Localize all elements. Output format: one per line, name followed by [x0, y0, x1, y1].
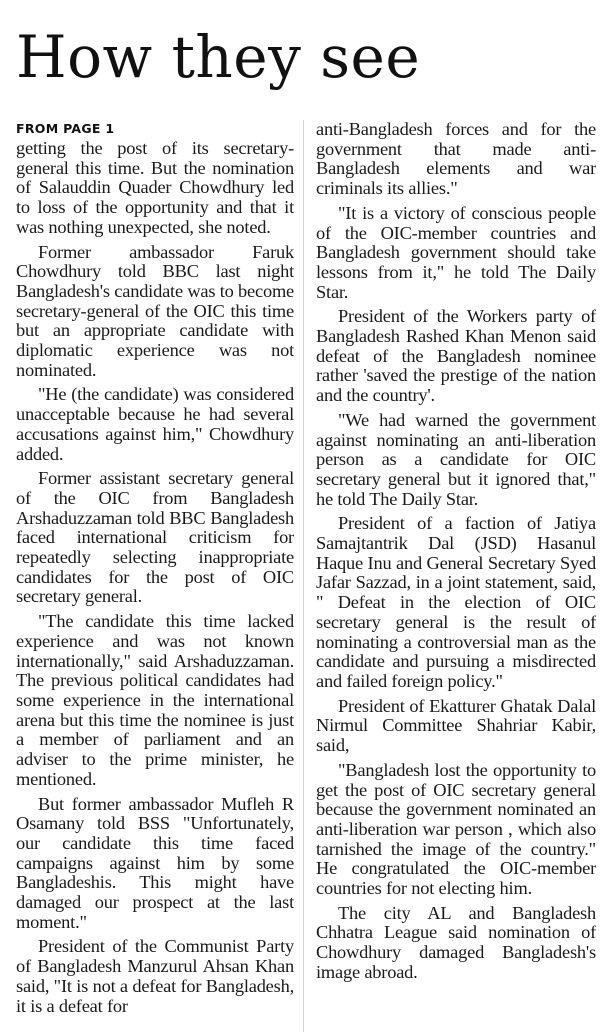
- article-paragraph: "Bangladesh lost the opportunity to get the post of OIC secretary general because the government nominated an anti-liberation war person , which also tarnished the image of the country." He congratulated the OIC-member countries for not electing him.: [316, 759, 596, 899]
- column-divider: [303, 120, 304, 1032]
- article-column-left: [16, 120, 294, 1032]
- headline: How they see: [16, 23, 421, 91]
- article-paragraph: getting the post of its secretary-general this time. But the nomination of Salauddin Quader Chowdhury led to loss of the opportunity and that it was nothing unexpected, she noted.: [16, 138, 294, 237]
- article-paragraph: President of Ekatturer Ghatak Dalal Nirmul Committee Shahriar Kabir, said,: [316, 695, 596, 756]
- article-paragraph: But former ambassador Mufleh R Osamany told BSS "Unfortunately, our candidate this time faced campaigns against him by some Bangladeshis. This might have damaged our prospect at the last moment.": [16, 793, 294, 932]
- article-paragraph: President of the Communist Party of Bangladesh Manzurul Ahsan Khan said, "It is not a defeat for Bangladesh, it is a defeat for: [16, 936, 294, 1016]
- article-column-right: [316, 120, 596, 1032]
- article-paragraph: anti-Bangladesh forces and for the government that made anti-Bangladesh elements and war criminals its allies.": [316, 120, 596, 199]
- article-paragraph: "We had warned the government against nominating an anti-liberation person as a candidate for OIC secretary general but it ignored that," he told The Daily Star.: [316, 409, 596, 509]
- article-paragraph: "It is a victory of conscious people of the OIC-member countries and Bangladesh government should take lessons from it," he told The Daily Star.: [316, 202, 596, 302]
- article-paragraph: The city AL and Bangladesh Chhatra League said nomination of Chowdhury damaged Bangladesh's image abroad.: [316, 902, 596, 982]
- article-paragraph: Former assistant secretary general of the OIC from Bangladesh Arshaduzzaman told BBC Bangladesh faced international criticism for repeatedly selecting inappropriate candidates for the post of OIC secretary general.: [16, 468, 294, 607]
- article-paragraph: President of a faction of Jatiya Samajtantrik Dal (JSD) Hasanul Haque Inu and General Secretary Syed Jafar Sazzad, in a joint statement, said, " Defeat in the election of OIC secretary general is the result of nominating a controversial man as the candidate and pursuing a misdirected and failed foreign policy.": [316, 513, 596, 691]
- continuation-kicker: FROM PAGE 1: [16, 121, 115, 136]
- article-paragraph: Former ambassador Faruk Chowdhury told BBC last night Bangladesh's candidate was to become secretary-general of the OIC this time but an appropriate candidate with diplomatic experience was not nominated.: [16, 241, 294, 380]
- article-paragraph: President of the Workers party of Bangladesh Rashed Khan Menon said defeat of the Bangladesh nominee rather 'saved the prestige of the nation and the country'.: [316, 306, 596, 406]
- article-paragraph: "He (the candidate) was considered unacceptable because he had several accusations against him," Chowdhury added.: [16, 384, 294, 464]
- article-paragraph: "The candidate this time lacked experience and was not known internationally," said Arshaduzzaman. The previous political candidates had some experience in the international arena but this time the nominee is just a member of parliament and an adviser to the prime minister, he mentioned.: [16, 611, 294, 789]
